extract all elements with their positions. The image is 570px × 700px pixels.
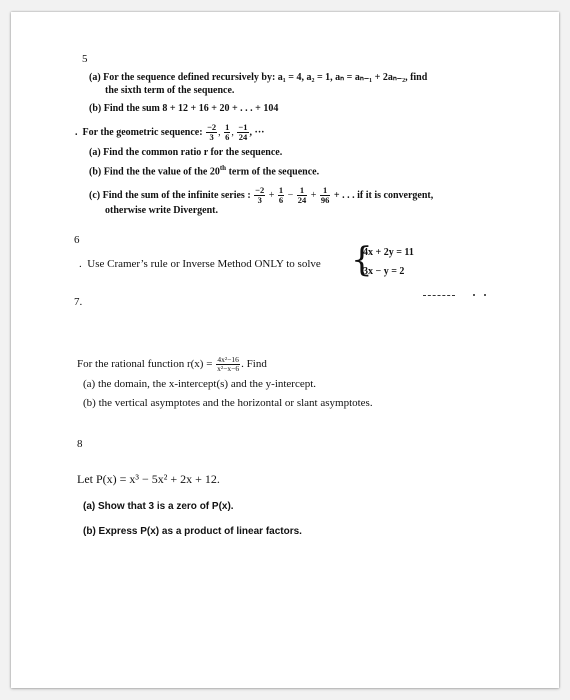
q7-intro: For the rational function r(x) = $\frac{\text{4x²−16}}{\text{x²−x−6}}$ . Find (77, 355, 267, 373)
q5-b-label: (b) (89, 103, 102, 114)
scan-dot (473, 294, 475, 296)
q5-part-b (89, 103, 278, 114)
question-number-5: 5 (82, 53, 88, 65)
q6-text: . Use Cramer’s rule or Inverse Method ONLY to solve (79, 258, 321, 270)
q5-part-a (89, 72, 427, 83)
geo-fraction-1: $\frac{-2}{3}$ (207, 122, 217, 142)
q5-geo-part-a: (a) Find the common ratio r for the sequence. (89, 147, 283, 158)
series-fraction-2: $\frac{1}{6}$ (278, 185, 284, 205)
q5-b-text: Find the sum 8 + 12 + 16 + 20 + . . . + 104 (103, 103, 279, 114)
rational-function-fraction: $\frac{\text{4x²−16}}{\text{x²−x−6}}$ (217, 355, 240, 373)
q5-a-text: For the sequence defined recursively by: a₁ = 4, a₂ = 1, aₙ = aₙ₋₁ + 2aₙ₋₂, find (103, 72, 428, 83)
q5-geo-part-c: (c) Find the sum of the infinite series : $\frac{-2}{3}$ + $\frac{1}{6}$ − $\frac{1}{24}$ + $\frac{1}{96}$ + . . . if it is convergent, (89, 185, 434, 205)
geo-fraction-2: $\frac{1}{6}$ (225, 122, 230, 142)
q8-part-b: (b) Express P(x) as a product of linear factors. (83, 526, 302, 537)
system-brace: { (351, 240, 373, 280)
q7-part-a: (a) the domain, the x-intercept(s) and the y-intercept. (83, 378, 317, 390)
q5-geo-part-b: (b) Find the the value of the 20th term of the sequence. (89, 164, 320, 178)
scan-dot (484, 294, 486, 296)
q5-a-label: (a) (89, 72, 101, 83)
question-number-6: 6 (74, 234, 80, 246)
equation-2: 3x − y = 2 (363, 266, 405, 277)
q7-part-b: (b) the vertical asymptotes and the horizontal or slant asymptotes. (83, 397, 373, 409)
geo-fraction-3: $\frac{-1}{24}$ (238, 122, 248, 142)
document-page (11, 12, 559, 688)
series-fraction-4: $\frac{1}{96}$ (320, 185, 330, 205)
question-number-7: 7. (74, 296, 83, 308)
series-fraction-3: $\frac{1}{24}$ (297, 185, 307, 205)
q5-geo-part-c-line2: otherwise write Divergent. (105, 205, 219, 216)
series-fraction-1: $\frac{-2}{3}$ (255, 185, 265, 205)
q5-a-text-line2: the sixth term of the sequence. (105, 85, 235, 96)
equation-1: 4x + 2y = 11 (363, 247, 414, 258)
q8-polynomial: Let P(x) = x³ − 5x² + 2x + 12. (77, 472, 220, 486)
question-number-8: 8 (77, 438, 83, 450)
geometric-sequence-text: For the geometric sequence: (82, 126, 203, 138)
geometric-sequence-line: . For the geometric sequence: $\frac{-2}{3}$ , $\frac{1}{6}$ , $\frac{-1}{24}$ , ··· (75, 122, 265, 142)
scan-mark (423, 295, 455, 297)
q8-part-a: (a) Show that 3 is a zero of P(x). (83, 501, 234, 512)
